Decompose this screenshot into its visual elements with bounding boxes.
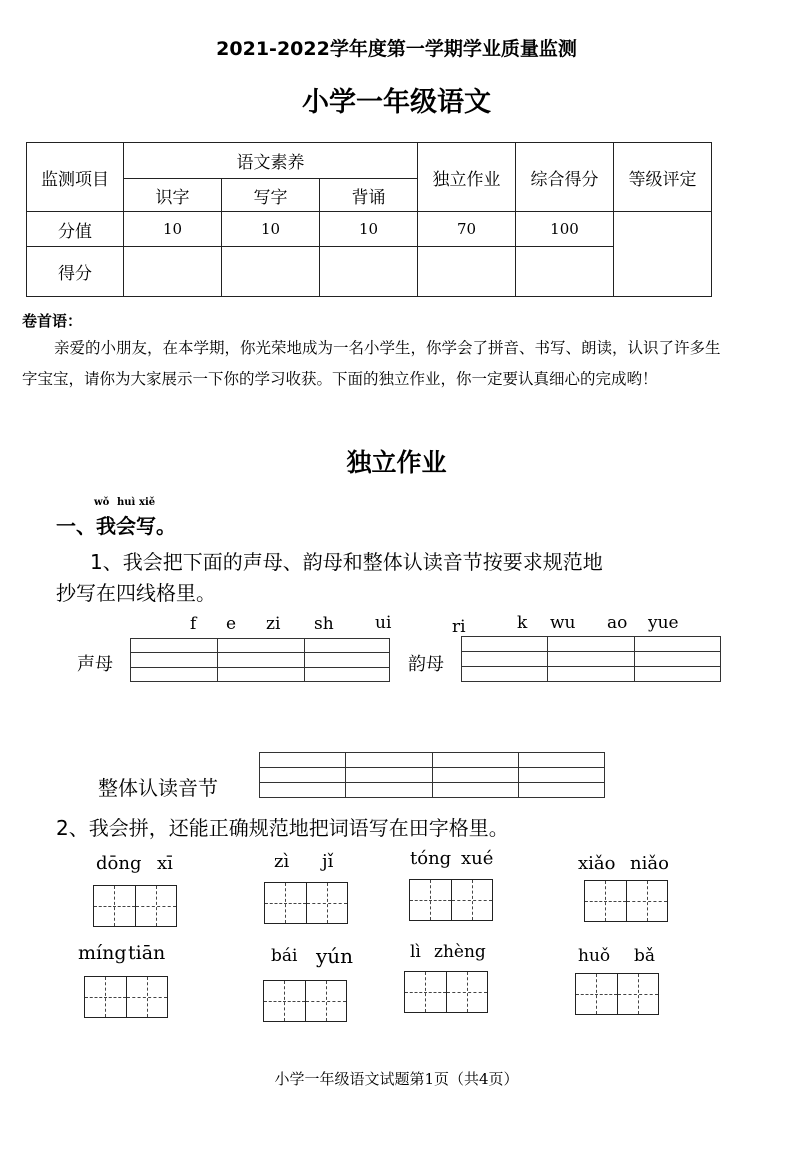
page-footer: 小学一年级语文试题第1页（共4页） [274, 1070, 519, 1088]
yunmu-item: ao [607, 613, 628, 633]
score-label: 得分 [27, 247, 124, 297]
word-pinyin: bái [271, 946, 298, 966]
score-input-cell[interactable] [516, 247, 614, 297]
word-pinyin: niǎo [630, 853, 669, 874]
tianzige-box[interactable] [575, 973, 659, 1015]
pinyin-wo: wǒ [94, 497, 110, 508]
score-input-cell[interactable] [418, 247, 516, 297]
value-cell: 100 [516, 212, 614, 247]
value-label: 分值 [27, 212, 124, 247]
shengmu-item: ui [375, 613, 392, 633]
word-pinyin: tóng [410, 848, 452, 869]
header-grade: 等级评定 [614, 143, 712, 212]
value-cell: 10 [320, 212, 418, 247]
word-pinyin: xī [157, 853, 173, 874]
shengmu-fourline-grid[interactable] [130, 638, 390, 682]
word-pinyin: zhèng [434, 942, 486, 962]
yunmu-fourline-grid[interactable] [461, 636, 721, 682]
q1-heading [56, 497, 176, 539]
sub-header-beisong: 背诵 [320, 179, 418, 212]
score-input-cell[interactable] [320, 247, 418, 297]
yunmu-label: 韵母 [408, 654, 444, 675]
yunmu-item: ri [452, 617, 466, 637]
q1-sub1-line2: 抄写在四线格里。 [56, 581, 216, 605]
zhengti-fourline-grid[interactable] [259, 752, 605, 798]
score-table [26, 142, 712, 297]
score-input-cell[interactable] [124, 247, 222, 297]
tianzige-box[interactable] [409, 879, 493, 921]
title-char-xie: 写 [136, 514, 156, 538]
preface-label: 卷首语： [22, 312, 83, 330]
sub-header-xiezi: 写字 [222, 179, 320, 212]
shengmu-item: e [226, 614, 237, 634]
word-pinyin: xiǎo [578, 853, 616, 874]
yunmu-item: k [517, 613, 528, 633]
value-cell: 70 [418, 212, 516, 247]
shengmu-item: sh [314, 614, 334, 634]
title-char-wo: 我 [96, 514, 116, 538]
title-end: 。 [156, 514, 176, 538]
tianzige-box[interactable] [404, 971, 488, 1013]
word-pinyin: huǒ [578, 946, 611, 966]
header-composite: 综合得分 [516, 143, 614, 212]
shengmu-item: f [190, 614, 197, 634]
word-pinyin: yún [316, 944, 354, 968]
word-pinyin: zì [274, 851, 290, 872]
grade-cell[interactable] [614, 212, 712, 297]
sub-header-shizi: 识字 [124, 179, 222, 212]
pinyin-xie: xiě [139, 497, 156, 508]
q1-sub2: 2、我会拼，还能正确规范地把词语写在田字格里。 [56, 816, 509, 840]
pinyin-hui: huì [117, 497, 136, 508]
tianzige-box[interactable] [84, 976, 168, 1018]
header-independent: 独立作业 [418, 143, 516, 212]
score-input-cell[interactable] [222, 247, 320, 297]
yunmu-item: yue [648, 613, 679, 633]
preface-text: 亲爱的小朋友，在本学期，你光荣地成为一名小学生，你学会了拼音、书写、朗读，认识了许多生字宝宝，请你为大家展示一下你的学习收获。下面的独立作业，你一定要认真细心的完成哟！ [22, 339, 721, 388]
word-pinyin: dōng [96, 853, 142, 874]
row-header-item: 监测项目 [27, 143, 124, 212]
word-pinyin: bǎ [634, 946, 656, 966]
group-header-literacy: 语文素养 [124, 143, 418, 179]
q1-number: 一、 [56, 514, 96, 538]
word-pinyin: jǐ [322, 851, 334, 872]
yunmu-item: wu [550, 613, 576, 633]
shengmu-item: zi [266, 614, 281, 634]
value-cell: 10 [124, 212, 222, 247]
subject-title: 小学一年级语文 [302, 87, 491, 118]
value-cell: 10 [222, 212, 320, 247]
section-title: 独立作业 [346, 448, 447, 477]
word-pinyin: xué [461, 848, 494, 869]
tianzige-box[interactable] [584, 880, 668, 922]
word-pinyin: tiān [128, 942, 166, 964]
shengmu-label: 声母 [77, 654, 113, 675]
word-pinyin: lì [410, 942, 421, 962]
title-char-hui: 会 [116, 514, 136, 538]
word-pinyin: míng [78, 942, 127, 964]
zhengti-label: 整体认读音节 [98, 776, 218, 800]
tianzige-box[interactable] [263, 980, 347, 1022]
tianzige-box[interactable] [93, 885, 177, 927]
q1-sub1-line1: 1、我会把下面的声母、韵母和整体认读音节按要求规范地 [90, 550, 603, 574]
tianzige-box[interactable] [264, 882, 348, 924]
exam-header: 2021-2022学年度第一学期学业质量监测 [216, 38, 577, 60]
